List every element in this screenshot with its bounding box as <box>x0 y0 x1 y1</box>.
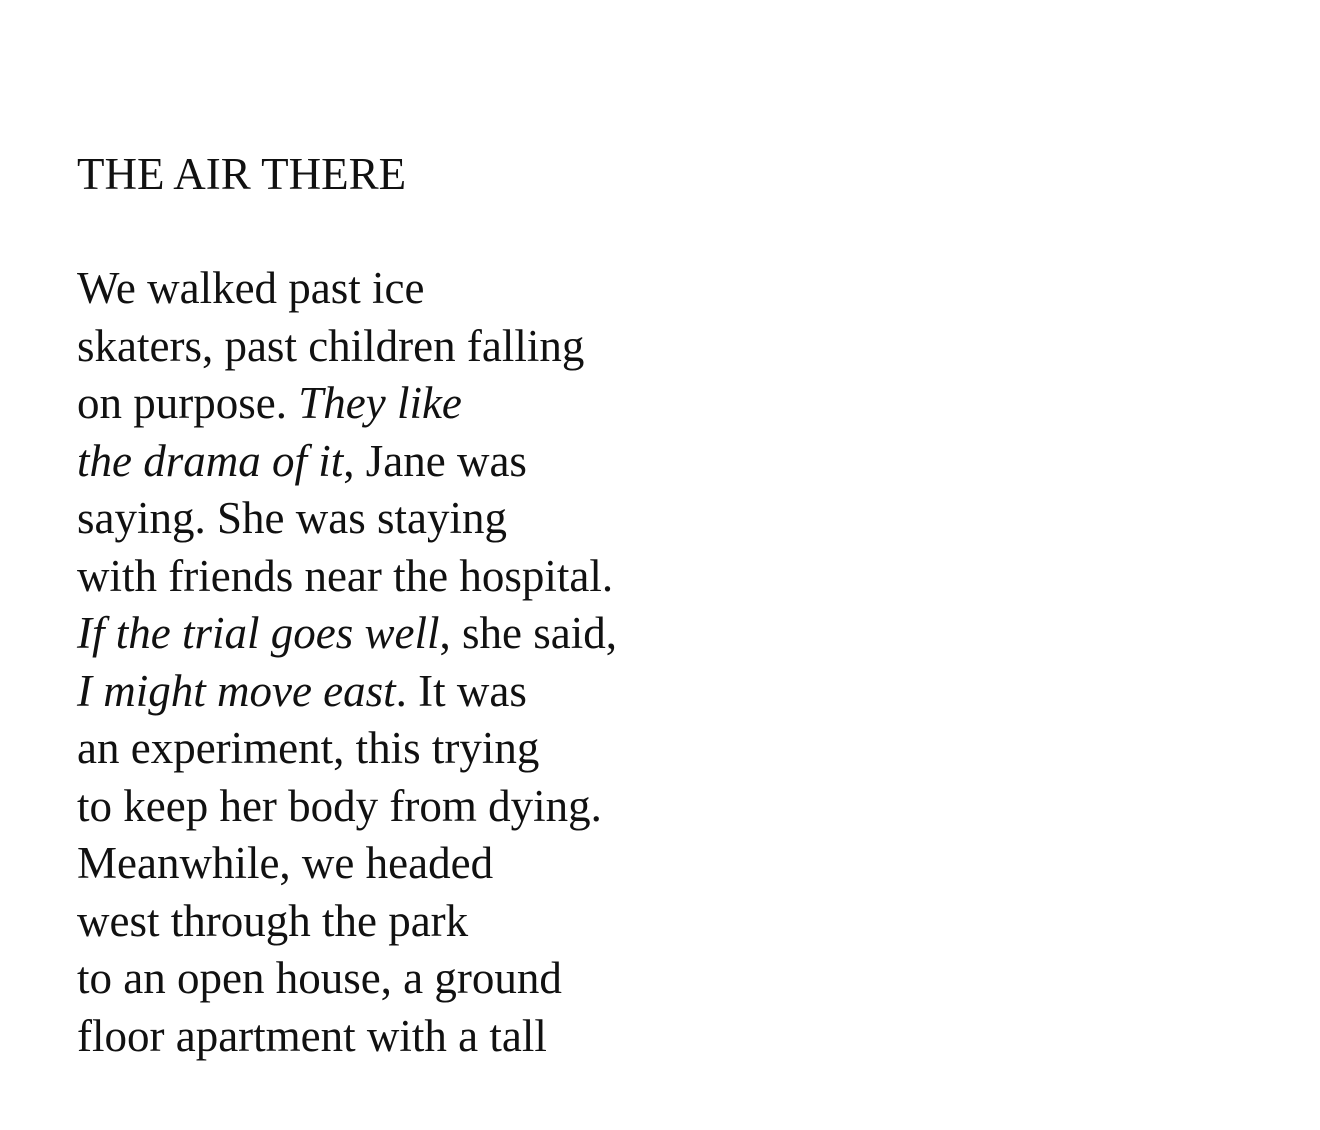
poem-text: to keep her body from dying. <box>77 780 602 831</box>
poem-text: to an open house, a ground <box>77 953 562 1003</box>
poem-line <box>77 778 1277 836</box>
poem-line <box>77 548 1277 606</box>
poem-text: saying. She was staying <box>77 493 507 543</box>
poem-line <box>77 260 1277 318</box>
poem-text: on purpose. <box>77 378 299 428</box>
poem-text: with friends near the hospital. <box>77 550 614 601</box>
poem-line <box>77 318 1277 376</box>
poem-text: , Jane was <box>343 435 527 486</box>
poem-text: We walked past ice <box>77 263 425 313</box>
poem-text: Meanwhile, we headed <box>77 838 494 888</box>
poem-line <box>77 950 1277 1008</box>
poem-text: west through the park <box>77 895 469 946</box>
poem-line <box>77 835 1277 893</box>
poem-italic-text: If the trial goes well <box>77 608 440 658</box>
poem-page <box>77 148 1277 1061</box>
poem-text: skaters, past children falling <box>77 320 585 371</box>
poem-italic-text: the drama of it <box>77 435 344 486</box>
poem-text: an experiment, this trying <box>77 723 540 773</box>
poem-line <box>77 663 1277 721</box>
poem-line <box>77 1008 1277 1066</box>
poem-title: THE AIR THERE <box>77 149 407 199</box>
poem-line <box>77 490 1277 548</box>
poem-body <box>77 260 1277 1061</box>
poem-text: , she said, <box>439 608 617 658</box>
poem-line <box>77 433 1277 491</box>
poem-italic-text: I might move east <box>77 665 396 716</box>
poem-line <box>77 375 1277 433</box>
poem-italic-text: They like <box>298 378 462 428</box>
poem-line <box>77 720 1277 778</box>
poem-text: . It was <box>395 665 527 716</box>
poem-line <box>77 605 1277 663</box>
poem-line <box>77 893 1277 951</box>
poem-text: floor apartment with a tall <box>77 1010 547 1061</box>
